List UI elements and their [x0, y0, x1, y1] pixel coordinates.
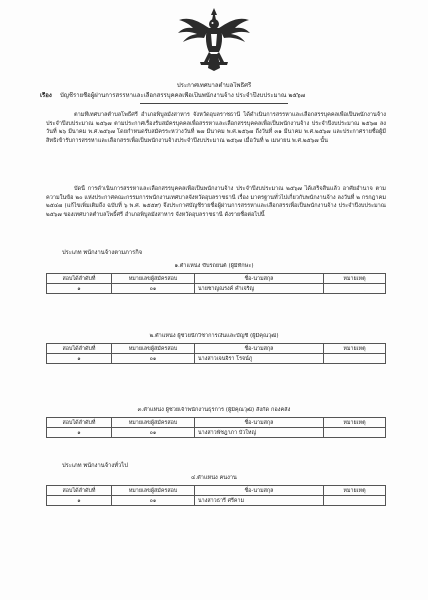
- garuda-emblem: [176, 6, 252, 72]
- col-exam-no: หมายเลขผู้สมัครสอบ: [112, 418, 195, 428]
- header-divider: [140, 103, 288, 104]
- cell-remark: [324, 496, 386, 506]
- table-row: [47, 284, 386, 294]
- cell-name: นางสาวธารี ศรีคาม: [195, 496, 324, 506]
- cell-rank: ๑: [47, 354, 112, 364]
- col-exam-no: หมายเลขผู้สมัครสอบ: [112, 274, 195, 284]
- position-title: ๒.ตำแหน่ง ผู้ช่วยนักวิชาการเงินและบัญชี (ผู้มีคุณวุฒิ): [149, 333, 279, 339]
- cell-rank: ๑: [47, 284, 112, 294]
- paragraph-1: ตามที่เทศบาลตำบลโพธิ์ศรี อำเภอพิบูลมังสาหาร จังหวัดอุบลราชธานี ได้ดำเนินการสรรหาและเลือกสรรบุคคลเพื่อเป็นพนักงานจ้าง ประจำปีงบประมาณ ๒๕๖๗ ตามประกาศเรื่องรับสมัครบุคคลเพื่อสรรหาและเลือกสรรบุคคลเพื่อเป็นพนักงานจ้าง ประจำปีงบประมาณ ๒๕๖๗ ลงวันที่ ๒๖ มีนาคม พ.ศ.๒๕๖๗ โดยกำหนดรับสมัครระหว่างวันที่ ๒๗ มีนาคม พ.ศ.๒๕๖๗ ถึงวันที่ ๓๑ มีนาคม พ.ศ.๒๕๖๗ และประกาศรายชื่อผู้มีสิทธิเข้ารับการสรรหาและเลือกสรรเพื่อเป็นพนักงานจ้างประจำปีงบประมาณ ๒๕๖๗ เมื่อวันที่ ๒ เมษายน พ.ศ.๒๕๖๗ นั้น: [46, 112, 386, 144]
- position-title: ๓.ตำแหน่ง ผู้ช่วยเจ้าพนักงานธุรการ (ผู้มีคุณวุฒิ) สังกัด กองคลัง: [137, 407, 291, 413]
- subject-label: เรื่อง: [40, 92, 52, 99]
- cell-rank: ๑: [47, 428, 112, 438]
- table-row: [47, 354, 386, 364]
- cell-name: นางสาวพัชฎาภา บัวใหญ่: [195, 428, 324, 438]
- result-table: [46, 273, 386, 294]
- cell-remark: [324, 428, 386, 438]
- col-name: ชื่อ-นามสกุล: [195, 418, 324, 428]
- section-type-mission: ประเภท พนักงานจ้างตามภารกิจ: [62, 250, 143, 256]
- table-row: [47, 428, 386, 438]
- col-remark: หมายเหตุ: [324, 486, 386, 496]
- col-remark: หมายเหตุ: [324, 274, 386, 284]
- col-exam-no: หมายเลขผู้สมัครสอบ: [112, 344, 195, 354]
- col-remark: หมายเหตุ: [324, 344, 386, 354]
- cell-remark: [324, 354, 386, 364]
- col-remark: หมายเหตุ: [324, 418, 386, 428]
- cell-exam-no: ๐๑: [112, 428, 195, 438]
- col-rank: สอบได้ลำดับที่: [47, 486, 112, 496]
- position-title: ๔.ตำแหน่ง คนงาน: [191, 475, 237, 481]
- paragraph-2: บัดนี้ การดำเนินการสรรหาและเลือกสรรบุคคลเพื่อเป็นพนักงานจ้าง ประจำปีงบประมาณ ๒๕๖๗ ได้เสร็จสิ้นแล้ว อาศัยอำนาจ ตามความในข้อ ๒๐ แห่งประกาศคณะกรรมการพนักงานเทศบาลจังหวัดอุบลราชธานี เรื่อง มาตรฐานทั่วไปเกี่ยวกับพนักงานจ้าง ลงวันที่ ๒ กรกฎาคม ๒๕๔๗ (แก้ไขเพิ่มเติมถึง ฉบับที่ ๖ พ.ศ. ๒๕๕๙) จึงประกาศบัญชีรายชื่อผู้ผ่านการสรรหาและเลือกสรรเพื่อเป็นพนักงานจ้าง ประจำปีงบประมาณ ๒๕๖๗ ของเทศบาลตำบลโพธิ์ศรี อำเภอพิบูลมังสาหาร จังหวัดอุบลราชธานี ดังรายชื่อต่อไปนี้: [46, 186, 386, 218]
- org-title: ประกาศเทศบาลตำบลโพธิ์ศรี: [176, 82, 252, 89]
- result-table: [46, 343, 386, 364]
- col-name: ชื่อ-นามสกุล: [195, 274, 324, 284]
- cell-name: นายชาญณรงค์ คำเจริญ: [195, 284, 324, 294]
- cell-exam-no: ๐๑: [112, 354, 195, 364]
- col-exam-no: หมายเลขผู้สมัครสอบ: [112, 486, 195, 496]
- col-rank: สอบได้ลำดับที่: [47, 344, 112, 354]
- position-title: ๑.ตำแหน่ง ขับรถยนต์ (ผู้มีทักษะ): [174, 263, 254, 269]
- table-row: [47, 496, 386, 506]
- col-rank: สอบได้ลำดับที่: [47, 274, 112, 284]
- section-type-general: ประเภท พนักงานจ้างทั่วไป: [62, 463, 128, 469]
- cell-exam-no: ๐๑: [112, 496, 195, 506]
- cell-name: นางสาวเจนจิรา โรจน์ภู: [195, 354, 324, 364]
- col-rank: สอบได้ลำดับที่: [47, 418, 112, 428]
- col-name: ชื่อ-นามสกุล: [195, 344, 324, 354]
- result-table: [46, 417, 386, 438]
- cell-remark: [324, 284, 386, 294]
- cell-exam-no: ๐๑: [112, 284, 195, 294]
- subject-text: บัญชีรายชื่อผู้ผ่านการสรรหาและเลือกสรรบุคคลเพื่อเป็นพนักงานจ้าง ประจำปีงบประมาณ ๒๕๖๗: [60, 92, 306, 99]
- cell-rank: ๑: [47, 496, 112, 506]
- result-table: [46, 485, 386, 506]
- col-name: ชื่อ-นามสกุล: [195, 486, 324, 496]
